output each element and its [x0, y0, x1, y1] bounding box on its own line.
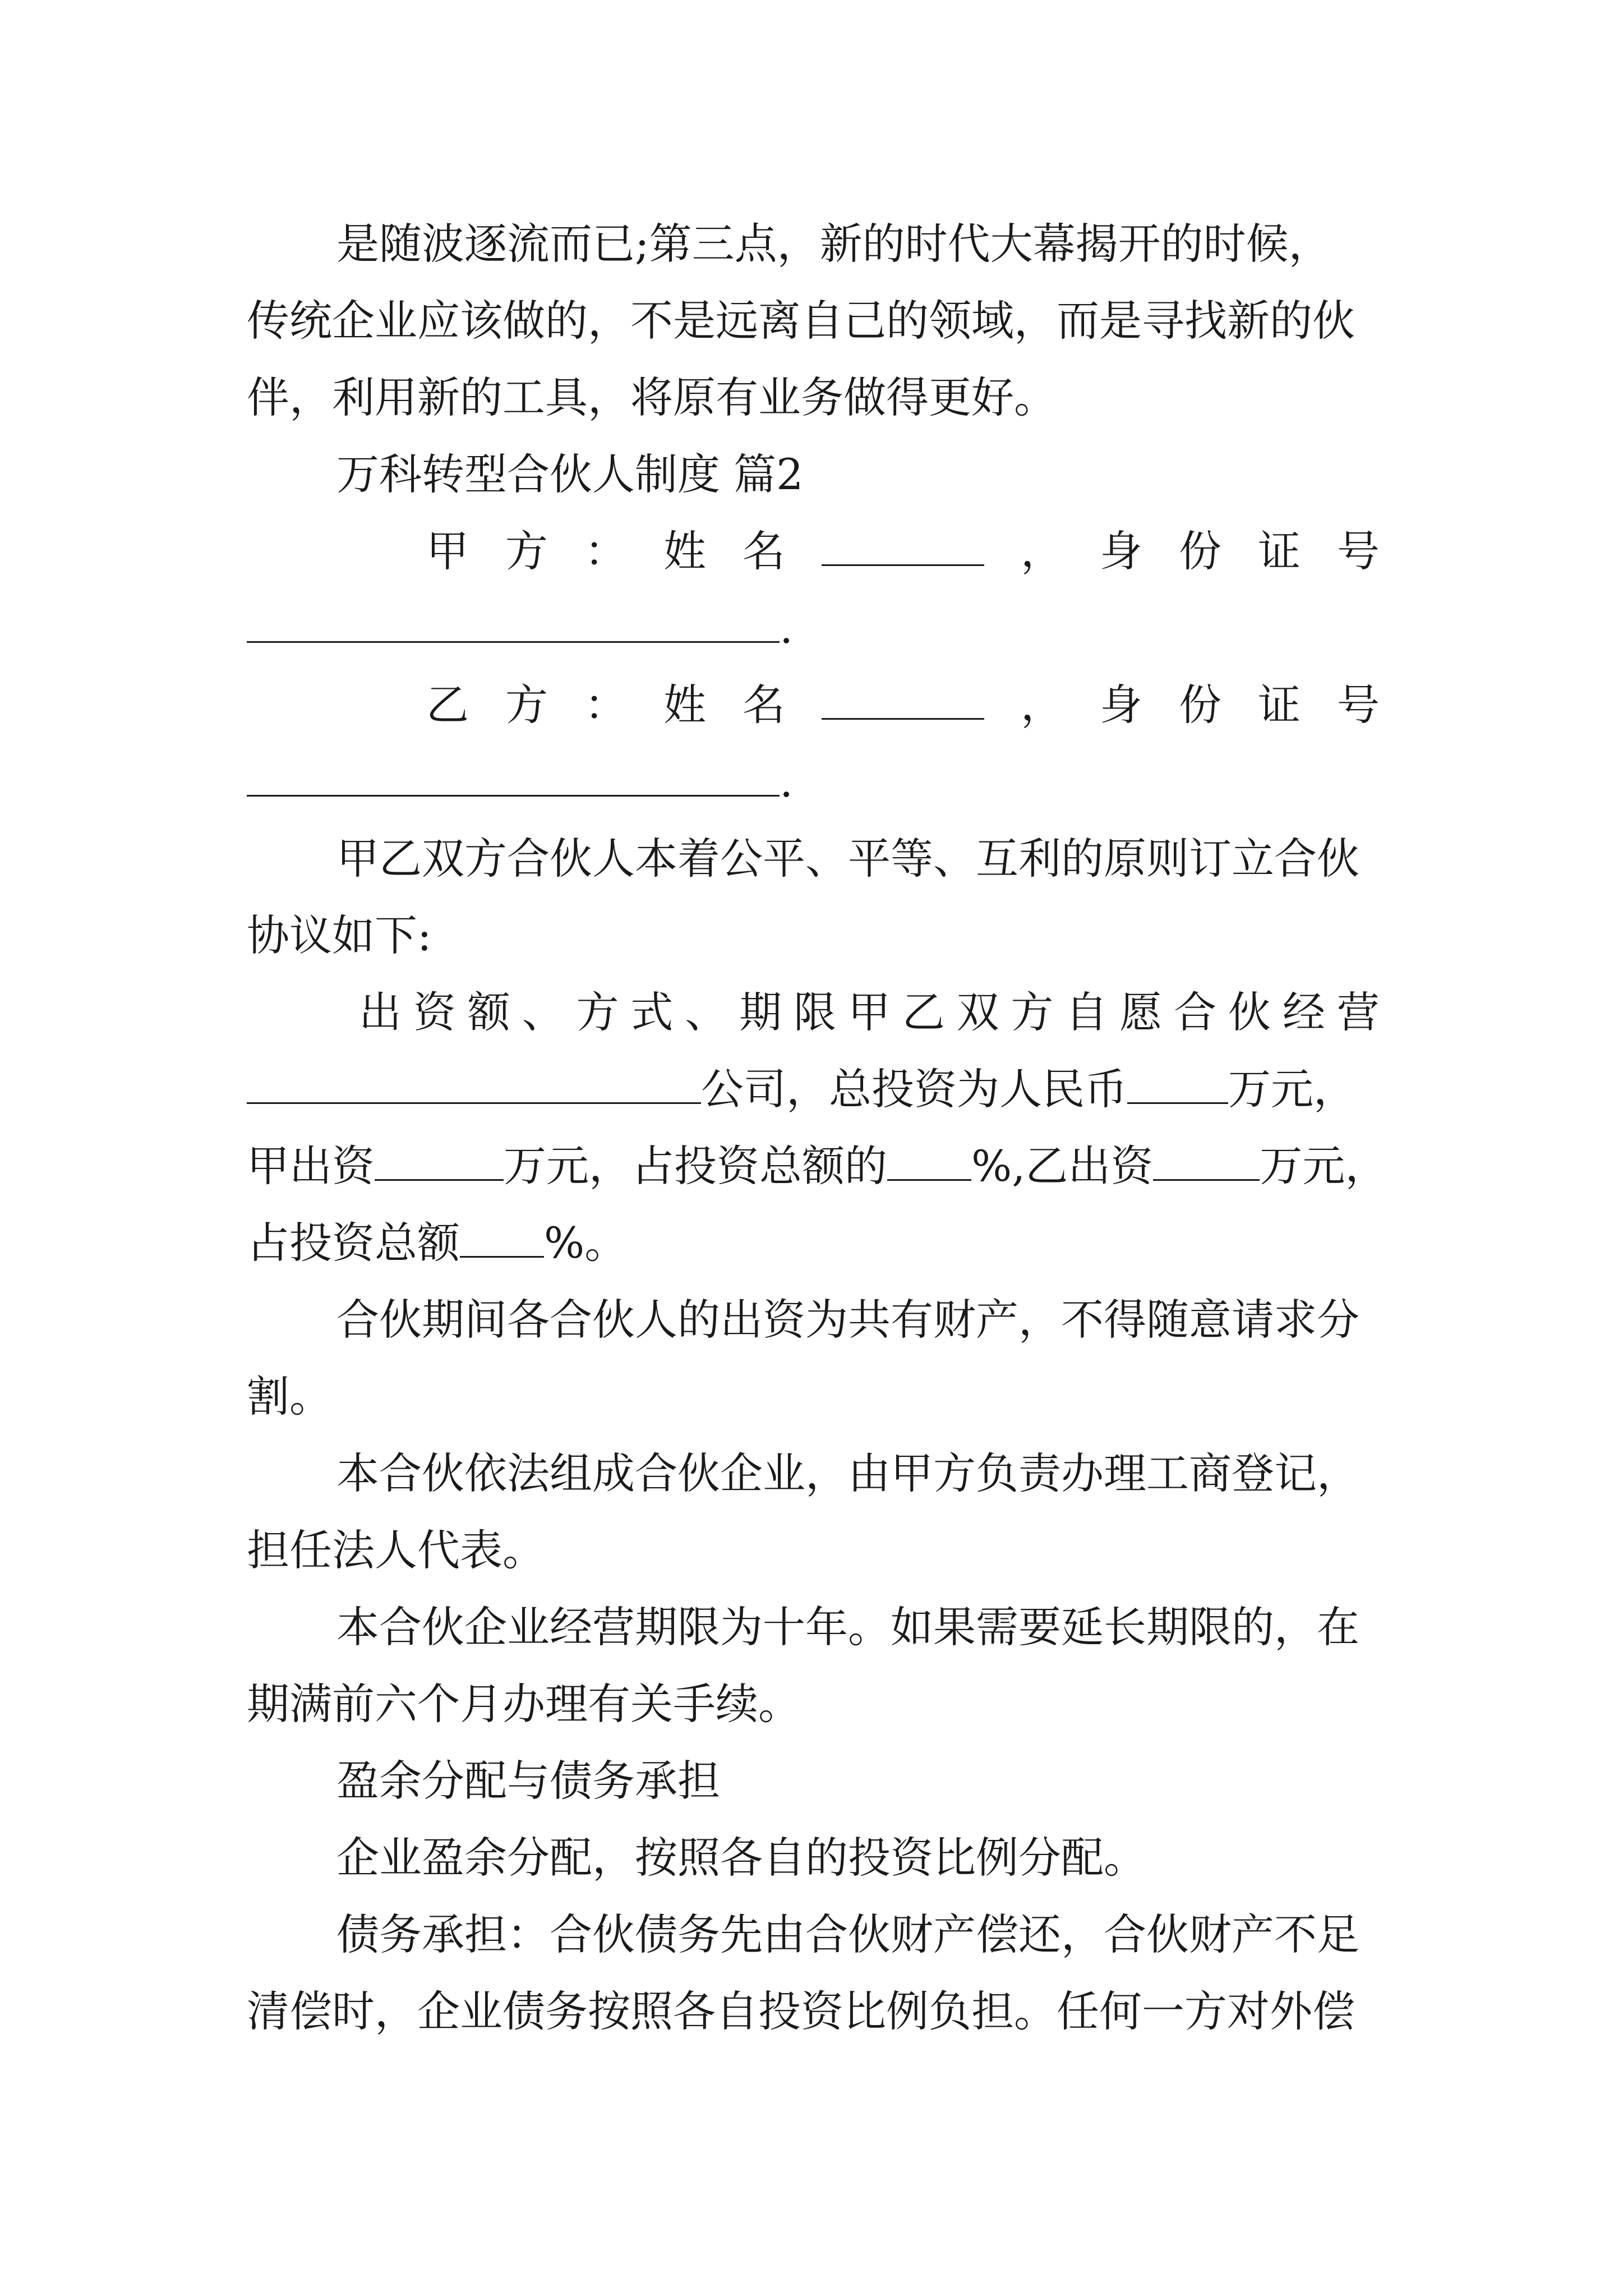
paragraph-line: 本合伙依法组成合伙企业，由甲方负责办理工商登记， [336, 1448, 1359, 1498]
text-segment: 万元，占投资总额的 [504, 1141, 887, 1191]
name-label-char: 姓 [663, 680, 706, 730]
text-segment: 万元， [1260, 1141, 1388, 1191]
party-b-line [426, 677, 1380, 733]
capital-line-char: 限 [794, 987, 836, 1037]
period: . [780, 757, 794, 807]
party-b-amount-blank [1153, 1140, 1260, 1181]
paragraph-line: 传统企业应该做的，不是远离自己的领域，而是寻找新的伙 [247, 296, 1355, 346]
name-label-char: 姓 [663, 526, 706, 576]
capital-line-char: 式 [630, 987, 674, 1037]
party-a-label-char: 甲 [426, 526, 469, 576]
capital-line-char: 方 [576, 987, 619, 1037]
capital-line [247, 1061, 1380, 1117]
paragraph-line: 伴，利用新的工具，将原有业务做得更好。 [247, 372, 1057, 422]
id-label-char: 证 [1258, 680, 1301, 730]
text-segment: 甲出资 [247, 1141, 375, 1191]
comma: ， [1021, 526, 1063, 576]
party-a-id-line [247, 600, 1380, 656]
party-a-label-char: ： [584, 526, 627, 576]
capital-line-char: 、 [522, 987, 565, 1037]
capital-line [247, 1138, 1388, 1194]
paragraph-line: 合伙期间各合伙人的出资为共有财产，不得随意请求分 [336, 1295, 1359, 1345]
capital-line-char: 额 [467, 987, 510, 1037]
capital-line-char: 期 [739, 987, 782, 1037]
capital-line-char: 乙 [902, 987, 945, 1037]
capital-line-char: 自 [1065, 987, 1108, 1037]
id-label-char: 份 [1179, 680, 1221, 730]
paragraph-line: 期满前六个月办理有关手续。 [247, 1679, 801, 1729]
period: . [780, 603, 794, 653]
id-number-blank [247, 756, 780, 797]
capital-line-char: 合 [1174, 987, 1217, 1037]
capital-line-char: 愿 [1119, 987, 1163, 1037]
party-a-label-char: 方 [505, 526, 548, 576]
company-name-blank [247, 1063, 701, 1104]
capital-line [359, 984, 1380, 1041]
party-a-amount-blank [375, 1140, 504, 1181]
party-a-line [426, 523, 1380, 579]
capital-line-char: 甲 [847, 987, 891, 1037]
text-segment: 公司，总投资为人民币 [701, 1064, 1127, 1114]
capital-line-char: 出 [359, 987, 402, 1037]
party-b-percent-blank [460, 1217, 544, 1258]
name-label-char: 名 [743, 680, 785, 730]
paragraph-line: 本合伙企业经营期限为十年。如果需要延长期限的，在 [336, 1602, 1359, 1652]
capital-line-char: 资 [413, 987, 456, 1037]
party-b-label-char: ： [584, 680, 627, 730]
paragraph-line: 债务承担：合伙债务先由合伙财产偿还，合伙财产不足 [336, 1910, 1359, 1959]
name-blank [822, 525, 984, 566]
id-label-char: 证 [1258, 526, 1301, 576]
paragraph-line: 是随波逐流而已;第三点，新的时代大幕揭开的时候， [336, 219, 1331, 269]
id-label-char: 身 [1100, 526, 1142, 576]
comma: ， [1021, 680, 1063, 730]
text-segment: 占投资总额 [247, 1218, 460, 1268]
capital-line-char: 方 [1011, 987, 1054, 1037]
paragraph-line: 担任法人代表。 [247, 1525, 545, 1575]
id-number-blank [247, 602, 780, 643]
capital-line [247, 1215, 1380, 1271]
capital-line-char: 伙 [1228, 987, 1271, 1037]
paragraph-line: 割。 [247, 1372, 332, 1421]
section-heading: 万科转型合伙人制度 篇2 [336, 449, 804, 499]
id-label-char: 号 [1337, 526, 1380, 576]
party-b-id-line [247, 754, 1380, 810]
paragraph-line: 企业盈余分配，按照各自的投资比例分配。 [336, 1833, 1146, 1883]
id-label-char: 份 [1179, 526, 1221, 576]
capital-line-char: 双 [956, 987, 999, 1037]
text-segment: %。 [544, 1218, 628, 1268]
section-heading: 盈余分配与债务承担 [336, 1756, 720, 1806]
id-label-char: 号 [1337, 680, 1380, 730]
capital-line-char: 、 [685, 987, 728, 1037]
text-segment: 万元， [1228, 1064, 1356, 1114]
total-investment-blank [1127, 1063, 1228, 1104]
capital-line-char: 经 [1282, 987, 1325, 1037]
paragraph-line: 清偿时，企业债务按照各自投资比例负担。任何一方对外偿 [247, 1986, 1355, 2036]
party-a-percent-blank [887, 1140, 971, 1181]
text-segment: %,乙出资 [971, 1141, 1154, 1191]
name-blank [822, 679, 984, 720]
paragraph-line: 甲乙双方合伙人本着公平、平等、互利的原则订立合伙 [336, 834, 1359, 884]
party-b-label-char: 乙 [426, 680, 469, 730]
capital-line-char: 营 [1336, 987, 1380, 1037]
id-label-char: 身 [1100, 680, 1142, 730]
party-b-label-char: 方 [505, 680, 548, 730]
name-label-char: 名 [743, 526, 785, 576]
paragraph-line: 协议如下: [247, 910, 432, 960]
